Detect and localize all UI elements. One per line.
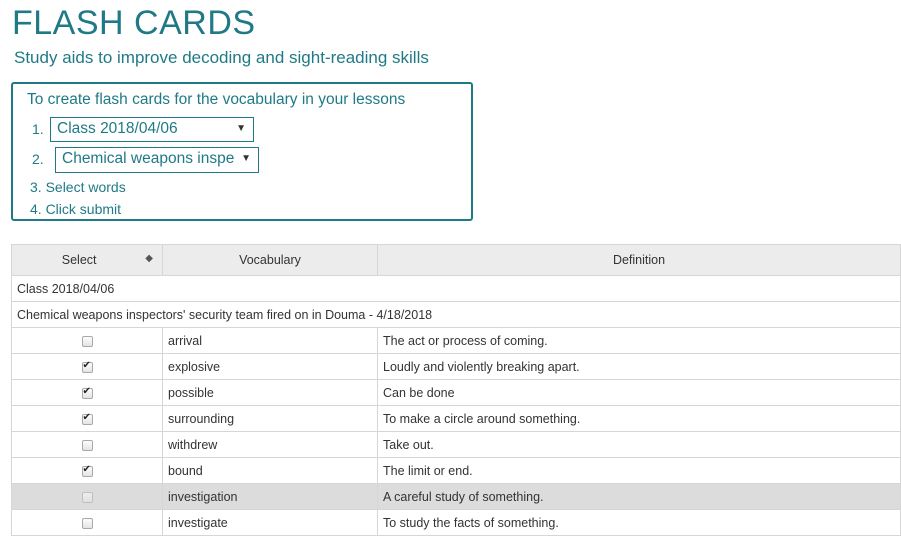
class-select-value: Class 2018/04/06 [57, 120, 178, 137]
vocabulary-word: possible [163, 380, 378, 406]
table-row [12, 510, 901, 536]
select-cell [12, 406, 163, 432]
vocabulary-table [11, 244, 901, 536]
instructions-heading: To create flash cards for the vocabulary in your lessons [27, 91, 406, 108]
table-row [12, 432, 901, 458]
definition-column-header: Definition [378, 245, 901, 276]
select-checkbox[interactable] [82, 440, 93, 451]
select-cell [12, 354, 163, 380]
vocabulary-word: bound [163, 458, 378, 484]
lesson-group-row [12, 302, 901, 328]
select-cell [12, 328, 163, 354]
select-checkbox[interactable] [82, 336, 93, 347]
lesson-select[interactable] [55, 147, 259, 173]
select-cell [12, 380, 163, 406]
vocabulary-definition: To make a circle around something. [378, 406, 901, 432]
step2-number: 2. [32, 151, 44, 167]
class-group-row [12, 276, 901, 302]
vocabulary-word: investigation [163, 484, 378, 510]
select-cell [12, 510, 163, 536]
class-select[interactable] [50, 117, 254, 142]
select-cell [12, 484, 163, 510]
caret-down-icon: ▼ [241, 153, 251, 164]
page-title: FLASH CARDS [12, 4, 256, 42]
select-cell [12, 458, 163, 484]
table-header-row [12, 245, 901, 276]
step3-text: 3. Select words [30, 179, 126, 195]
vocabulary-word: explosive [163, 354, 378, 380]
vocabulary-definition: The act or process of coming. [378, 328, 901, 354]
lesson-select-value: Chemical weapons inspe [62, 150, 235, 167]
vocabulary-definition: To study the facts of something. [378, 510, 901, 536]
step1-number: 1. [32, 121, 44, 137]
class-group-label: Class 2018/04/06 [12, 276, 901, 302]
table-row [12, 380, 901, 406]
vocabulary-word: arrival [163, 328, 378, 354]
select-checkbox[interactable] [82, 518, 93, 529]
step4-text: 4. Click submit [30, 201, 122, 217]
select-checkbox[interactable] [82, 362, 93, 373]
vocabulary-word: withdrew [163, 432, 378, 458]
select-header-label: Select [61, 253, 97, 267]
vocabulary-definition: Take out. [378, 432, 901, 458]
table-row [12, 406, 901, 432]
table-row [12, 484, 901, 510]
vocabulary-definition: Loudly and violently breaking apart. [378, 354, 901, 380]
table-row [12, 458, 901, 484]
vocabulary-definition: The limit or end. [378, 458, 901, 484]
select-column-header[interactable] [12, 245, 163, 276]
lesson-group-label: Chemical weapons inspectors' security team fired on in Douma - 4/18/2018 [12, 302, 901, 328]
vocabulary-word: investigate [163, 510, 378, 536]
vocabulary-definition: A careful study of something. [378, 484, 901, 510]
select-checkbox[interactable] [82, 492, 93, 503]
instructions-panel [11, 82, 473, 221]
select-checkbox[interactable] [82, 414, 93, 425]
table-row [12, 328, 901, 354]
table-row [12, 354, 901, 380]
vocabulary-definition: Can be done [378, 380, 901, 406]
vocabulary-column-header: Vocabulary [163, 245, 378, 276]
vocabulary-word: surrounding [163, 406, 378, 432]
page-subtitle: Study aids to improve decoding and sight-reading skills [14, 48, 429, 67]
select-checkbox[interactable] [82, 388, 93, 399]
select-cell [12, 432, 163, 458]
sort-icon[interactable]: ◆ [145, 253, 153, 264]
select-checkbox[interactable] [82, 466, 93, 477]
caret-down-icon: ▼ [236, 123, 246, 134]
